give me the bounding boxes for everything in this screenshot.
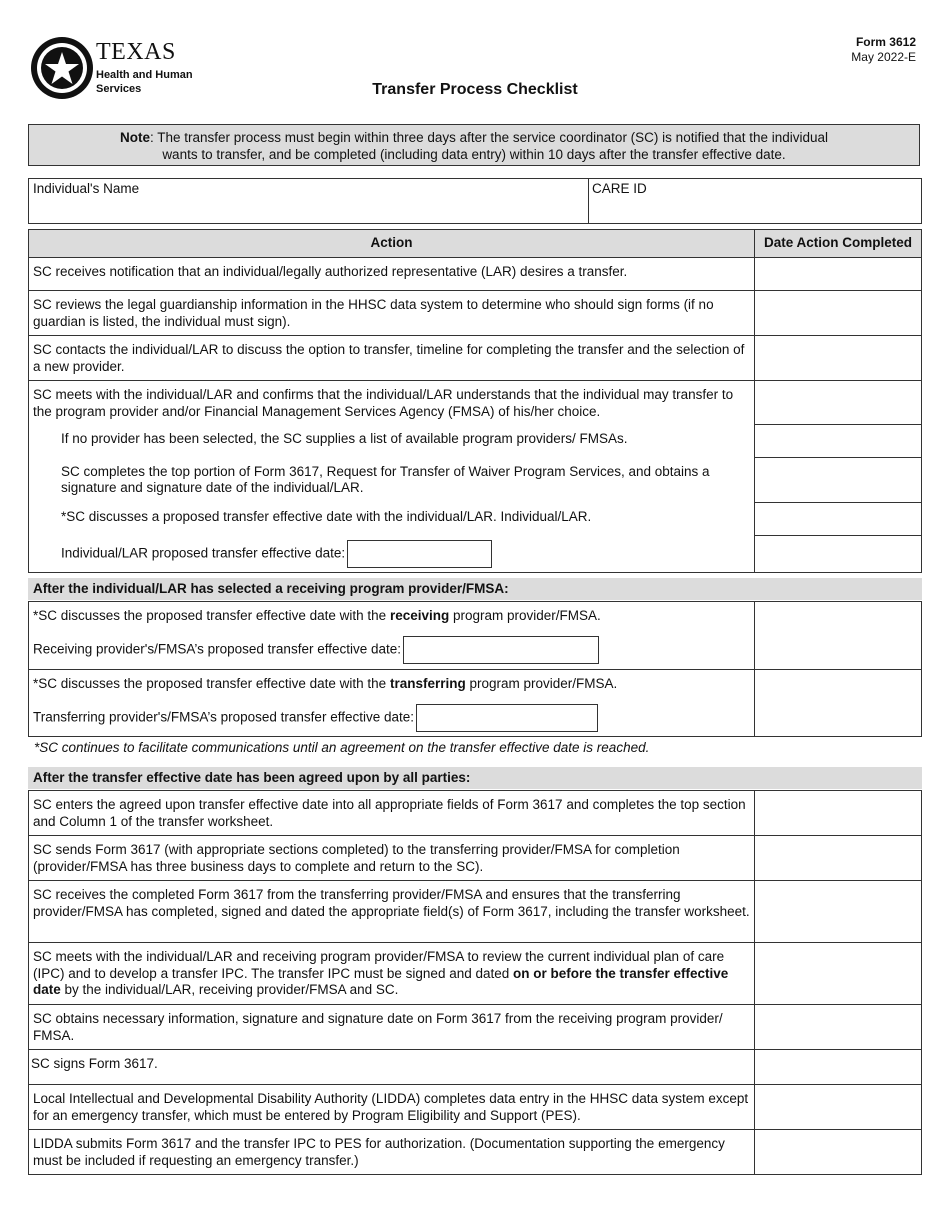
receiving-table [28, 601, 922, 737]
date-cell[interactable] [755, 503, 922, 536]
care-id-label: CARE ID [592, 181, 647, 196]
action-subrow: If no provider has been selected, the SC supplies a list of available program providers/ FMSAs. [29, 425, 755, 458]
individual-name-label: Individual's Name [33, 181, 140, 196]
page-title: Transfer Process Checklist [372, 81, 578, 98]
action-row: SC meets with the individual/LAR and confirms that the individual/LAR understands that the individual may transfer to the program provider and/or Financial Management Services Agency (FMSA) of his/her choice. [29, 381, 755, 425]
date-cell[interactable] [755, 458, 922, 503]
receiving-date-input[interactable] [403, 636, 599, 664]
section-header-agreed: After the transfer effective date has been agreed upon by all parties: [28, 767, 922, 789]
note-text-2: wants to transfer, and be completed (including data entry) within 10 days after the transfer effective date. [162, 147, 786, 162]
date-cell[interactable] [755, 1130, 922, 1175]
action-subrow: SC completes the top portion of Form 3617, Request for Transfer of Waiver Program Services, and obtains a signature and signature date of the individual/LAR. [29, 458, 755, 503]
action-row: SC sends Form 3617 (with appropriate sections completed) to the transferring provider/FMSA for completion (provider/FMSA has three business days to complete and return to the SC). [29, 836, 755, 881]
action-table [28, 229, 922, 573]
form-number-block [851, 35, 916, 65]
action-row: SC receives notification that an individual/legally authorized representative (LAR) desires a transfer. [29, 258, 755, 291]
action-row: SC contacts the individual/LAR to discuss the option to transfer, timeline for completing the transfer and the selection of a new provider. [29, 336, 755, 381]
section-header-receiving: After the individual/LAR has selected a receiving program provider/FMSA: [28, 578, 922, 600]
date-cell[interactable] [755, 1005, 922, 1050]
date-cell[interactable] [755, 258, 922, 291]
agency-name: TEXAS [96, 39, 176, 65]
action-row: LIDDA submits Form 3617 and the transfer IPC to PES for authorization. (Documentation supporting the emergency must be included if requesting an emergency transfer.) [29, 1130, 755, 1175]
date-cell[interactable] [755, 881, 922, 943]
date-cell[interactable] [755, 336, 922, 381]
date-cell[interactable] [755, 381, 922, 425]
date-cell[interactable] [755, 791, 922, 836]
form-date: May 2022-E [851, 50, 916, 64]
transferring-date-input[interactable] [416, 704, 598, 732]
action-row: SC signs Form 3617. [29, 1050, 755, 1085]
action-subrow: *SC discusses a proposed transfer effective date with the individual/LAR. Individual/LAR. [29, 503, 755, 536]
form-number: Form 3612 [855, 35, 916, 49]
action-row: Local Intellectual and Developmental Disability Authority (LIDDA) completes data entry in the HHSC data system except for an emergency transfer, which must be entered by Program Eligibility and Support (PES). [29, 1085, 755, 1130]
date-cell[interactable] [755, 1085, 922, 1130]
action-subrow [29, 536, 755, 573]
agency-subtitle: Health and Human Services [96, 69, 193, 95]
action-row: SC receives the completed Form 3617 from the transferring provider/FMSA and ensures that the transferring provider/FMSA has completed, signed and dated the appropriate field(s) of Form 3617, including the transfer worksheet. [29, 881, 755, 943]
action-row: SC meets with the individual/LAR and receiving program provider/FMSA to review the current individual plan of care (IPC) and to develop a transfer IPC. The transfer IPC must be signed and dated on or before the transfer effective date by the individual/LAR, receiving provider/FMSA and SC. [29, 943, 755, 1005]
date-cell[interactable] [755, 291, 922, 336]
action-row: *SC discusses the proposed transfer effective date with the transferring program provider/FMSA. Transferring provider's/FMSA’s proposed transfer effective date: [29, 670, 755, 737]
proposed-date-input[interactable] [347, 540, 492, 568]
proposed-date-label: Individual/LAR proposed transfer effective date: [61, 545, 346, 561]
action-row: SC reviews the legal guardianship information in the HHSC data system to determine who should sign forms (if no guardian is listed, the individual must sign). [29, 291, 755, 336]
note-label: Note [119, 130, 150, 145]
transferring-date-label: Transferring provider's/FMSA’s proposed transfer effective date: [33, 709, 414, 725]
date-column-header: Date Action Completed [755, 230, 922, 258]
care-id-field[interactable] [589, 179, 921, 223]
receiving-date-label: Receiving provider's/FMSA’s proposed transfer effective date: [33, 641, 402, 657]
action-row: SC enters the agreed upon transfer effective date into all appropriate fields of Form 3617 and completes the top section and Column 1 of the transfer worksheet. [29, 791, 755, 836]
date-cell[interactable] [755, 536, 922, 573]
action-row: SC obtains necessary information, signature and signature date on Form 3617 from the receiving program provider/ FMSA. [29, 1005, 755, 1050]
footnote: *SC continues to facilitate communications until an agreement on the transfer effective date is reached. [34, 740, 650, 755]
note-box [28, 124, 920, 166]
date-cell[interactable] [755, 943, 922, 1005]
date-cell[interactable] [755, 670, 922, 737]
date-cell[interactable] [755, 425, 922, 458]
action-row: *SC discusses the proposed transfer effective date with the receiving program provider/FMSA. Receiving provider's/FMSA’s proposed transfer effective date: [29, 602, 755, 670]
note-text-1: : The transfer process must begin within three days after the service coordinator (SC) is notified that the individual [149, 130, 829, 145]
date-cell[interactable] [755, 1050, 922, 1085]
date-cell[interactable] [755, 602, 922, 670]
action-column-header: Action [29, 230, 755, 258]
id-fields [28, 178, 922, 224]
date-cell[interactable] [755, 836, 922, 881]
agreed-table [28, 790, 922, 1175]
